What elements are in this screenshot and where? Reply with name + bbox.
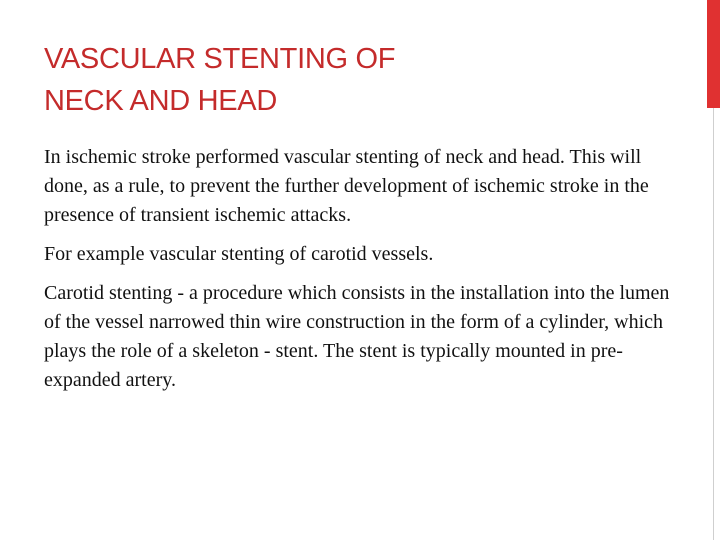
slide-body: [44, 143, 684, 405]
body-paragraph-2: For example vascular stenting of carotid vessels.: [44, 243, 434, 265]
side-divider-line: [713, 108, 714, 540]
body-paragraph-1: In ischemic stroke performed vascular stenting of neck and head. This will done, as a rule, to prevent the further development of ischemic stroke in the presence of transient ischemic attacks.: [44, 146, 649, 226]
accent-bar: [707, 0, 720, 108]
body-paragraph-3: Carotid stenting - a procedure which consists in the installation into the lumen of the vessel narrowed thin wire construction in the form of a cylinder, which plays the role of a skeleton - stent. The stent is typically mounted in pre-expanded artery.: [44, 282, 670, 391]
slide-title: VASCULAR STENTING OF NECK AND HEAD: [44, 43, 396, 117]
